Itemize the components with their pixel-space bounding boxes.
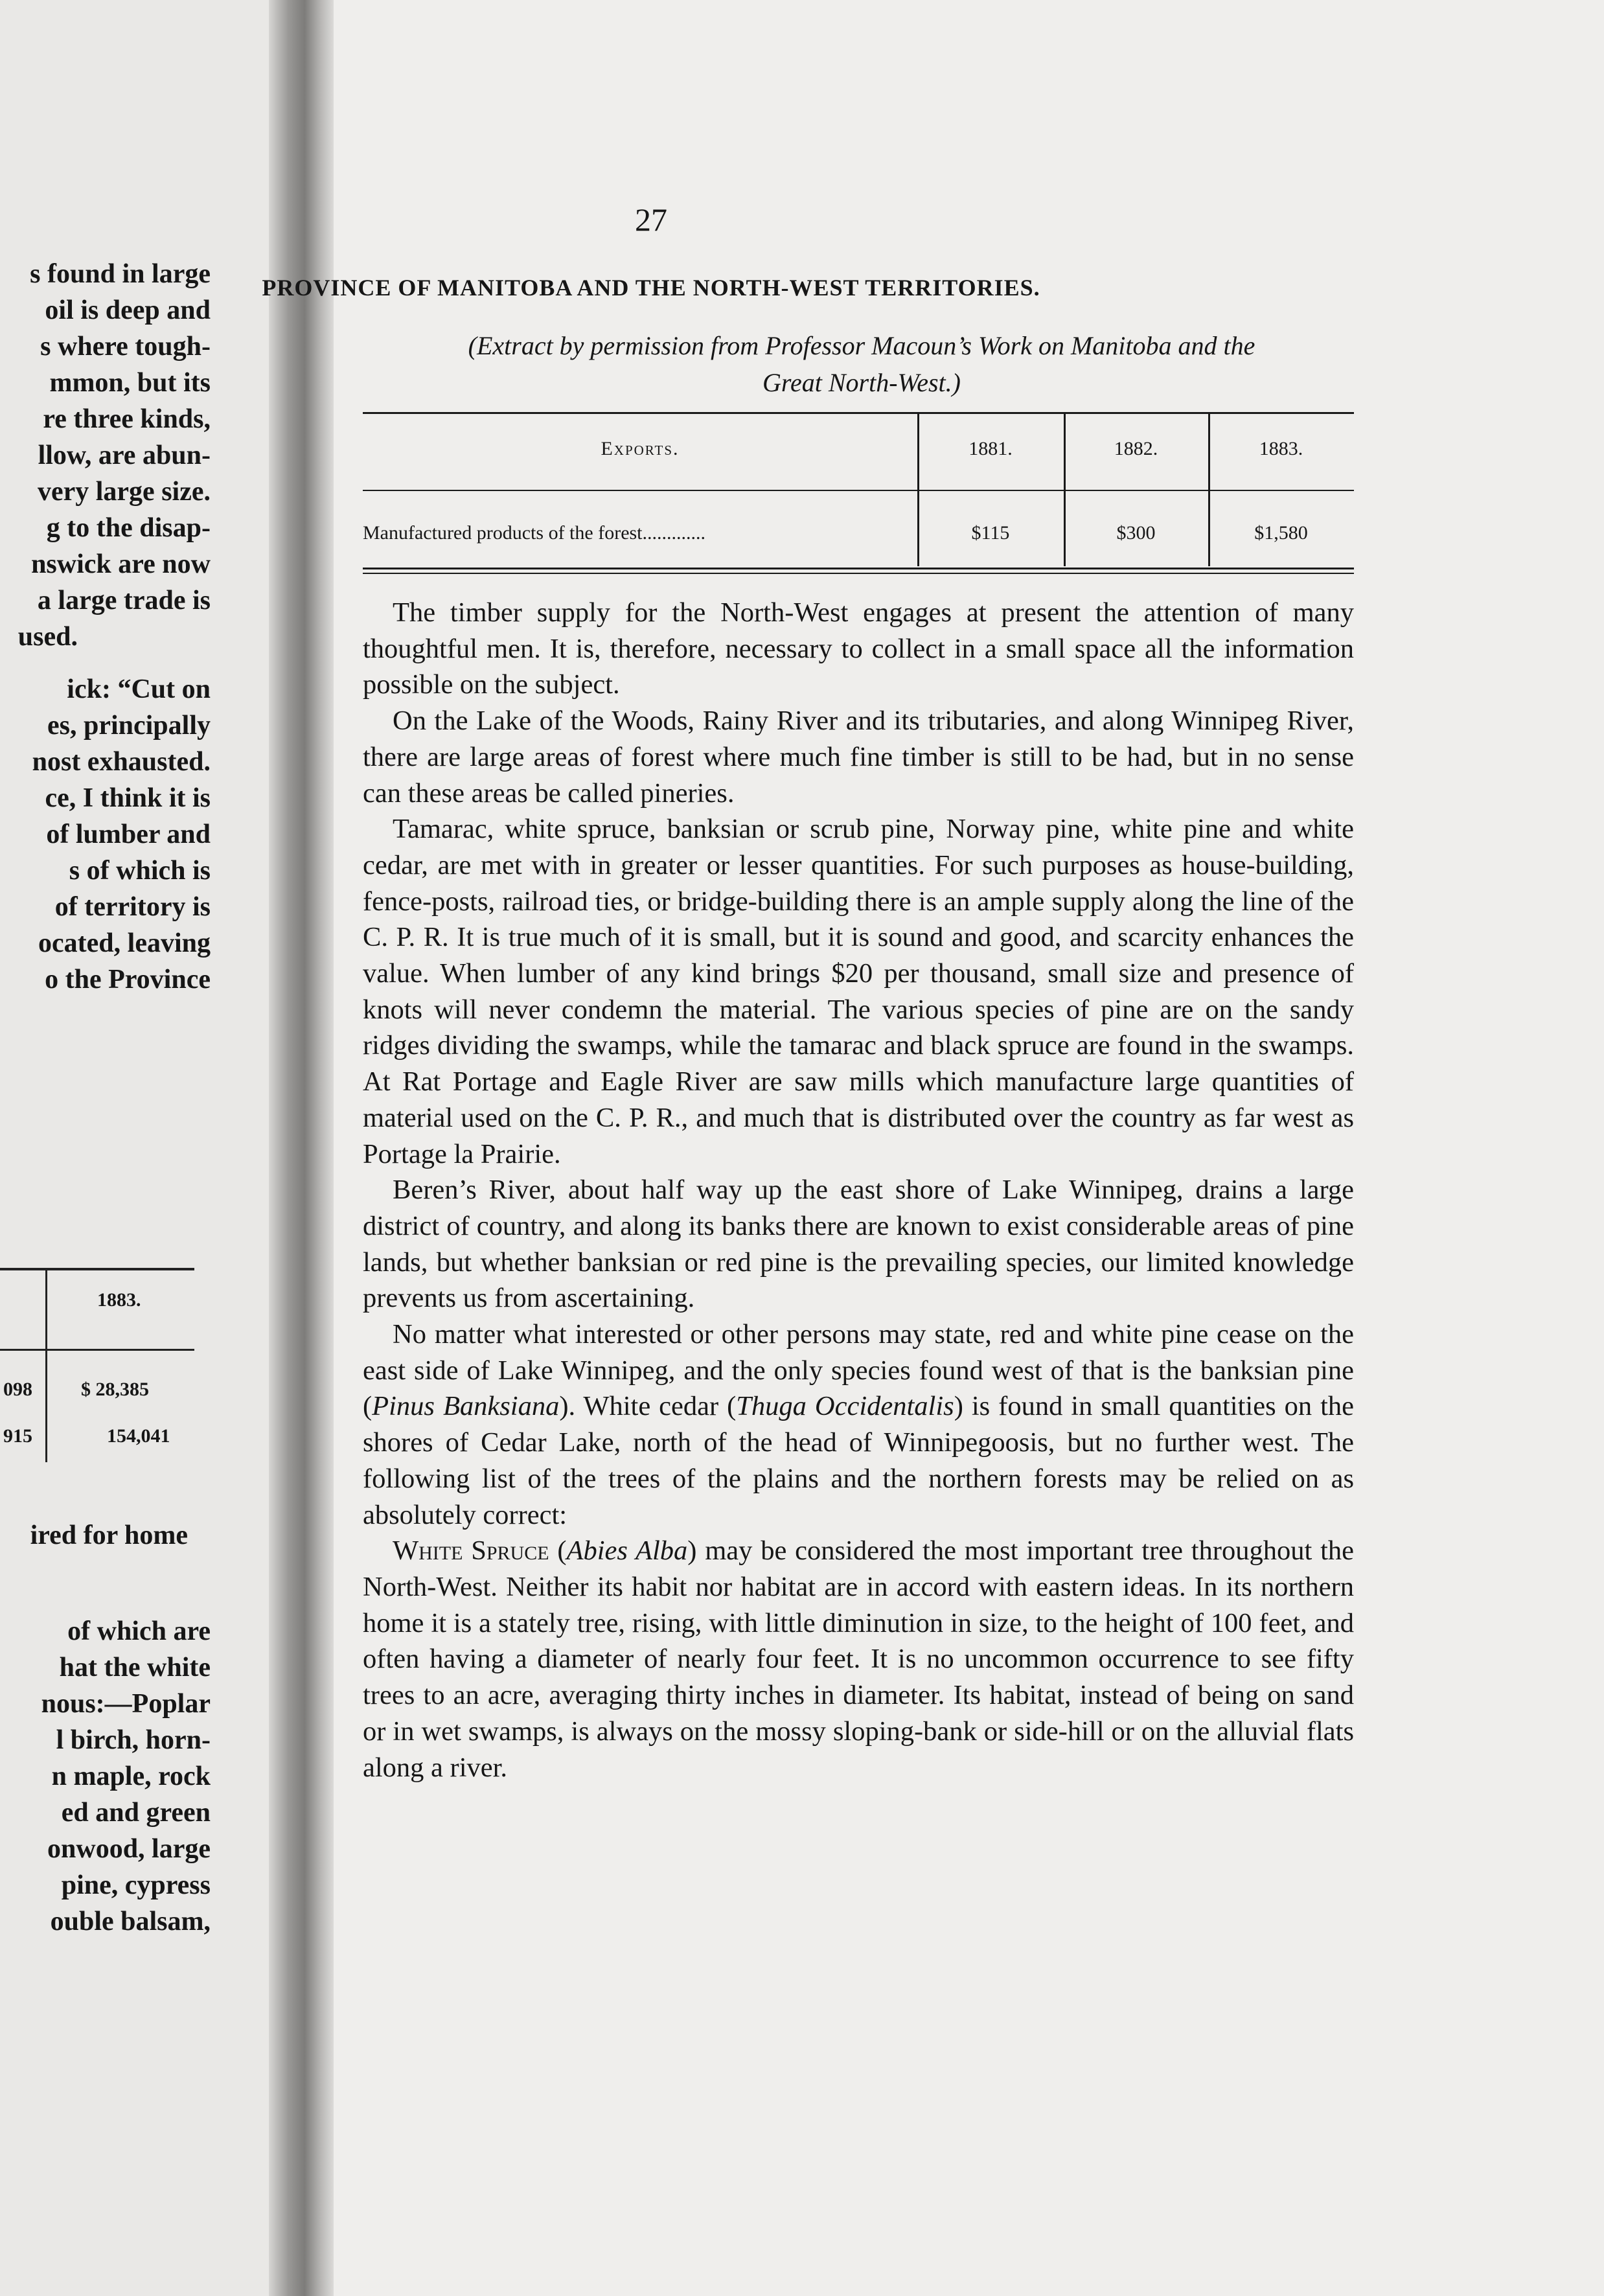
left-text-line: ce, I think it is [45, 783, 211, 813]
species-name: Thuga Occidentalis [736, 1391, 954, 1422]
paragraph: On the Lake of the Woods, Rainy River and its tributaries, and along Winnipeg River, there are large areas of forest where much fine timber is still to be had, but in no sense can these areas be called pineries. [363, 706, 1354, 809]
book-gutter [269, 0, 334, 2296]
text-run: ) is found in small quantities on the shores of Cedar Lake, north of the head of Winnipegoosis, but no further west. The following list of the trees of the plains and the northern forests may be relied on as absolutely correct: [363, 1391, 1354, 1530]
left-text-line: o the Province [45, 965, 211, 994]
exports-table [363, 412, 1354, 583]
left-text-line: oil is deep and [45, 295, 211, 325]
left-text-line: of which are [67, 1616, 211, 1646]
table-cell-1883: $1,580 [1254, 522, 1308, 544]
left-text-line: a large trade is [37, 586, 211, 615]
paragraph: The timber supply for the North-West engages at present the attention of many thoughtful men. It is, therefore, necessary to collect in a small space all the information possible on the subject. [363, 597, 1354, 700]
left-text-line: hat the white [59, 1653, 211, 1682]
left-text-line: of lumber and [46, 820, 211, 849]
left-text-line: used. [17, 622, 78, 652]
table-row-label: Manufactured products of the forest............. [363, 522, 706, 544]
left-text-line: pine, cypress [61, 1870, 211, 1900]
left-text-line: ed and green [61, 1798, 211, 1828]
text-run: No matter what interested or other persons may state, red and white pine cease on the east side of Lake Winnipeg, and the only species found west of that is the banksian pine ( [363, 1319, 1354, 1422]
table-bottom-rule-2 [363, 573, 1354, 574]
left-text-line: es, principally [47, 711, 211, 740]
table-bottom-rule [363, 568, 1354, 569]
left-text-line: g to the disap- [46, 513, 211, 543]
left-text-line: mmon, but its [49, 368, 211, 398]
left-text-line: onwood, large [47, 1834, 211, 1864]
table-cell-1882: $300 [1116, 522, 1156, 544]
page-number: 27 [635, 201, 667, 238]
left-text-line: nous:—Poplar [41, 1689, 211, 1719]
species-name: Pinus Banksiana [372, 1391, 560, 1422]
paragraph [363, 1533, 1354, 1785]
section-title: PROVINCE OF MANITOBA AND THE NORTH-WEST TERRITORIES. [262, 275, 1040, 301]
left-text-line: nswick are now [31, 549, 211, 579]
left-table-cell: 915 [3, 1425, 32, 1447]
table-header-1881: 1881. [968, 438, 1013, 459]
left-table-vrule [45, 1268, 47, 1462]
left-text-line: of territory is [54, 892, 211, 922]
left-table-header: 1883. [97, 1289, 141, 1311]
left-text-line: ired for home [30, 1521, 188, 1550]
left-text-line: llow, are abun- [38, 441, 211, 470]
body-text [363, 595, 1354, 1785]
table-header-1882: 1882. [1114, 438, 1158, 459]
left-text-line: ouble balsam, [50, 1907, 211, 1936]
left-table-cell: 154,041 [107, 1425, 170, 1447]
left-table-cell: $ 28,385 [81, 1379, 149, 1400]
left-text-line: s found in large [30, 259, 211, 289]
table-header-exports: Exports. [601, 438, 680, 459]
left-text-line: l birch, horn- [56, 1725, 211, 1755]
table-cell-1881: $115 [971, 522, 1010, 544]
attribution [363, 327, 1360, 401]
left-text-line: n maple, rock [51, 1762, 211, 1791]
left-text-line: s of which is [69, 856, 211, 886]
left-text-line: nost exhausted. [32, 747, 211, 777]
paragraph: Tamarac, white spruce, banksian or scrub pine, Norway pine, white pine and white cedar, are met with in greater or lesser quantities. For such purposes as house-building, fence-posts, railroad ties, or bridge-building there is an ample supply along the line of the C. P. R. It is true much of it is small, but it is sound and good, and scarcity enhances the value. When lumber of any kind brings $20 per thousand, small size and presence of knots will never condemn the material. The various species of pine are on the sandy ridges dividing the swamps, while the tamarac and black spruce are found in the swamps. At Rat Portage and Eagle River are saw mills which manufacture large quantities of material used on the C. P. R., and much that is distributed over the country as far west as Portage la Prairie. [363, 814, 1354, 1169]
paragraph: Beren’s River, about half way up the east shore of Lake Winnipeg, drains a large district of country, and along its banks there are known to exist considerable areas of pine lands, but whether banksian or red pine is the prevailing species, our limited knowledge prevents us from ascertaining. [363, 1175, 1354, 1314]
left-table-rule [0, 1268, 194, 1270]
attribution-line: (Extract by permission from Professor Macoun’s Work on Manitoba and the [468, 331, 1255, 360]
left-table-rule [0, 1349, 194, 1351]
text-run: ). White cedar ( [559, 1391, 737, 1422]
tree-heading: White Spruce [393, 1535, 549, 1567]
attribution-line: Great North-West.) [762, 368, 961, 397]
left-text-line: ick: “Cut on [67, 674, 211, 704]
text-run: ( [549, 1535, 567, 1567]
table-header-rule [363, 490, 1354, 491]
left-table-cell: 098 [3, 1379, 32, 1400]
species-name: Abies Alba [566, 1535, 688, 1567]
left-text-line: re three kinds, [43, 404, 211, 434]
left-text-line: very large size. [37, 477, 211, 507]
table-header-1883: 1883. [1259, 438, 1303, 459]
paragraph [363, 1316, 1354, 1533]
left-text-line: s where tough- [40, 332, 211, 362]
table-top-rule [363, 412, 1354, 414]
text-run: ) may be considered the most important tree throughout the North-West. Neither its habit nor habitat are in accord with eastern ideas. In its northern home it is a stately tree, rising, with little diminution in size, to the height of 100 feet, and often having a diameter of nearly four feet. It is no uncommon occurrence to see fifty trees to an acre, averaging thirty inches in diameter. Its habitat, instead of being on sand or in wet swamps, is always on the mossy sloping-bank or side-hill or on the alluvial flats along a river. [363, 1535, 1354, 1783]
left-page [0, 0, 269, 2296]
left-text-line: ocated, leaving [38, 928, 211, 958]
